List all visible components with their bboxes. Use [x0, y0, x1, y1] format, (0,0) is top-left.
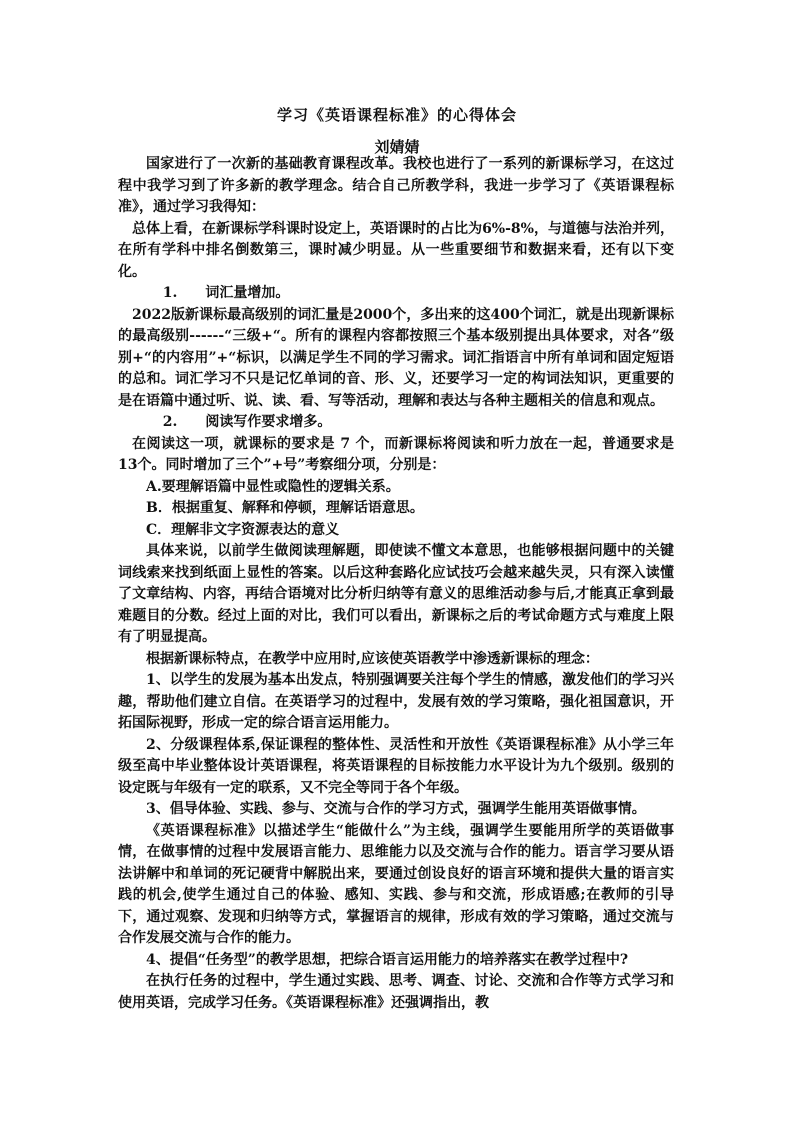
paragraph-task: 在执行任务的过程中，学生通过实践、思考、调查、讨论、交流和合作等方式学习和使用英语，完成学习任务。《英语课程标准》还强调指出，教: [118, 973, 674, 1011]
heading-reading-writing: 2. 阅读写作要求增多。: [162, 414, 332, 430]
list-item-a: A.要理解语篇中显性或隐性的逻辑关系。: [146, 478, 400, 495]
point-2: 2、分级课程体系,保证课程的整体性、灵活性和开放性《英语课程标准》从小学三年级至高中毕业整体设计英语课程，将英语课程的目标按能力水平设计为九个级别。级别的设定既与年级有一定的联系，又不完全等同于各个年级。: [118, 736, 674, 796]
heading-vocabulary: 1. 词汇量增加。: [162, 285, 290, 301]
document-body: [118, 154, 674, 1014]
paragraph-intro: 国家进行了一次新的基础教育课程改革。我校也进行了一系列的新课标学习，在这过程中我学习到了许多新的教学理念。结合自己所教学科，我进一步学习了《英语课程标准》，通过学习我得知：: [118, 156, 674, 215]
paragraph-specifics: 具体来说，以前学生做阅读理解题，即使读不懂文本意思，也能够根据问题中的关键词线索来找到纸面上显性的答案。以后这种套路化应试技巧会越来越失灵，只有深入读懂了文章结构、内容，再结合语境对比分析归纳等有意义的思维活动参与后,才能真正拿到最难题目的分数。经过上面的对比，我们可以看出，新课标之后的考试命题方式与难度上限有了明显提高。: [118, 543, 674, 645]
paragraph-reading: 在阅读这一项，就课标的要求是 7 个，而新课标将阅读和听力放在一起，普通要求是13个。同时增加了三个”+号”考察细分项，分别是：: [118, 435, 674, 473]
point-3: 3、倡导体验、实践、参与、交流与合作的学习方式，强调学生能用英语做事情。: [146, 801, 646, 817]
list-item-b: B．根据重复、解释和停顿，理解话语意思。: [146, 500, 424, 516]
paragraph-application: 根据新课标特点，在教学中应用时,应该使英语教学中渗透新课标的理念：: [146, 650, 599, 667]
paragraph-overview: 总体上看，在新课标学科课时设定上，英语课时的占比为6%-8%，与道德与法治并列，在所有学科中排名倒数第三，课时减少明显。从一些重要细节和数据来看，还有以下变化。: [118, 220, 674, 280]
document-title: 学习《英语课程标准》的心得体会: [276, 106, 517, 124]
paragraph-vocabulary: 2022版新课标最高级别的词汇量是2000个，多出来的这400个词汇，就是出现新课标的最高级别------“三级+“。所有的课程内容都按照三个基本级别提出具体要求，对各”级别+“的内容用”+“标识，以满足学生不同的学习需求。词汇指语言中所有单词和固定短语的总和。词汇学习不只是记忆单词的音、形、义，还要学习一定的构词法知识，更重要的是在语篇中通过听、说、读、看、写等活动，理解和表达与各种主题相关的信息和观点。: [118, 306, 674, 409]
point-4: 4、提倡“任务型”的教学思想，把综合语言运用能力的培养落实在教学过程中?: [146, 951, 629, 968]
point-1: 1、以学生的发展为基本出发点，特别强调要关注每个学生的情感，激发他们的学习兴趣，帮助他们建立自信。在英语学习的过程中，发展有效的学习策略，强化祖国意识，开拓国际视野，形成一定的综合语言运用能力。: [118, 672, 674, 731]
paragraph-standard: 《英语课程标准》以描述学生“能做什么”为主线，强调学生要能用所学的英语做事情，在做事情的过程中发展语言能力、思维能力以及交流与合作的能力。语言学习要从语法讲解中和单词的死记硬背中解脱出来，要通过创设良好的语言环境和提供大量的语言实践的机会,使学生通过自己的体验、感知、实践、参与和交流，形成语感;在教师的引导下，通过观察、发现和归纳等方式，掌握语言的规律，形成有效的学习策略，通过交流与合作发展交流与合作的能力。: [118, 822, 674, 946]
list-item-c: C．理解非文字资源表达的意义: [146, 521, 340, 538]
document-author: 刘婧婧: [374, 138, 420, 156]
